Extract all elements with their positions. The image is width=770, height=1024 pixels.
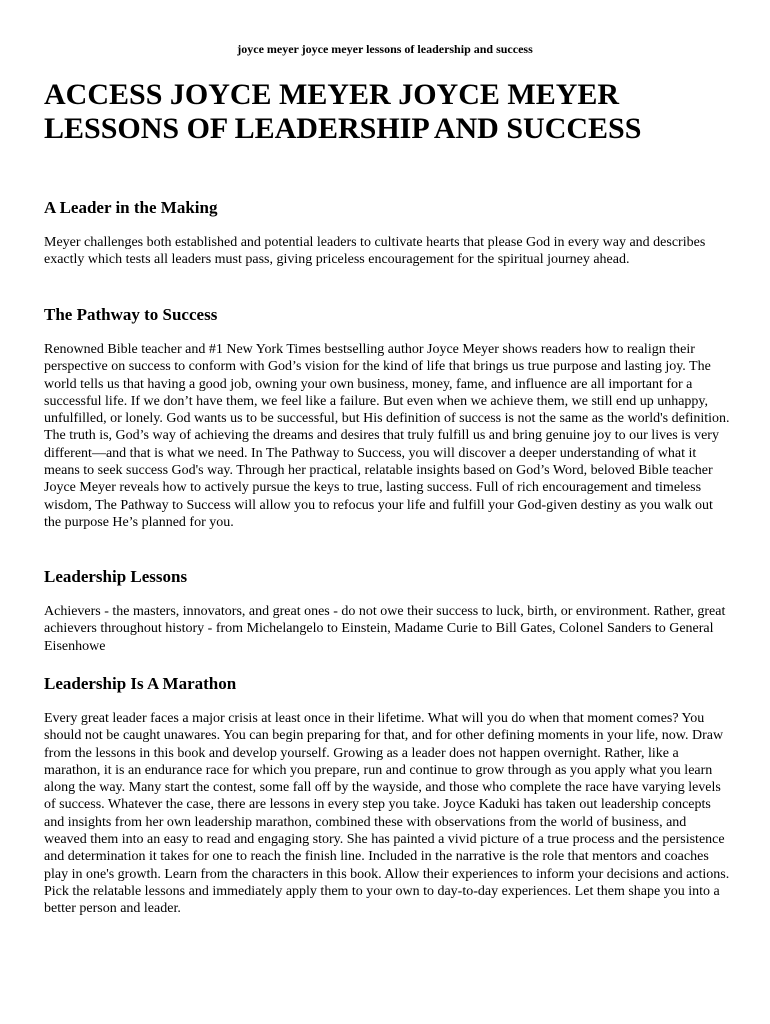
section-body: Renowned Bible teacher and #1 New York Times bestselling author Joyce Meyer shows readers how to realign their perspective on success to conform with God’s vision for the kind of life that brings us true purpose and lasting joy. The world tells us that having a good job, owning your own business, money, fame, and influence are all important for a successful life. If we don’t have them, we feel like a failure. But even when we achieve them, we still end up unhappy, unfulfilled, or lonely. God wants us to be successful, but His definition of success is not the same as the world's definition. The truth is, God’s way of achieving the dreams and desires that truly fulfill us and bring genuine joy to our lives is very different—and that is what we need. In The Pathway to Success, you will discover a deeper understanding of what it means to seek success God's way. Through her practical, relatable insights based on God’s Word, beloved Bible teacher Joyce Meyer reveals how to actively pursue the keys to true, lasting success. Full of rich encouragement and timeless wisdom, The Pathway to Success will allow you to refocus your life and fulfill your God-given destiny as you walk out the purpose He’s planned for you. (44, 342, 730, 530)
section-body: Every great leader faces a major crisis at least once in their lifetime. What will you do when that moment comes? You should not be caught unawares. You can begin preparing for that, and for other defining moments in your life, now. Draw from the lessons in this book and develop yourself. Growing as a leader does not happen overnight. Rather, like a marathon, it is an endurance race for which you prepare, run and continue to grow through as you apply what you learn along the way. Many start the contest, some fall off by the wayside, and those who complete the race have varying levels of success. Whatever the case, there are lessons in every step you take. Joyce Kaduki has taken out leadership concepts and insights from her own leadership marathon, combined these with observations from the world of business, and weaved them into an easy to read and engaging story. She has painted a vivid picture of a true process and the persistence and determination it takes for one to reach the finish line. Included in the narrative is the role that mentors and coaches play in one's growth. Learn from the characters in this book. Allow their experiences to inform your decisions and actions. Pick the relatable lessons and immediately apply them to your own to day-to-day experiences. Let them shape you into a better person and leader. (44, 711, 730, 917)
section-leadership-is-a-marathon (44, 674, 732, 918)
section-the-pathway-to-success (44, 305, 732, 531)
section-body: Achievers - the masters, innovators, and great ones - do not owe their success to luck, birth, or environment. Rather, great achievers throughout history - from Michelangelo to Einstein, Madame Curie to Bill Gates, Colonel Sanders to General Eisenhowe (44, 604, 726, 654)
section-leadership-lessons (44, 567, 732, 655)
section-a-leader-in-the-making (44, 198, 732, 269)
section-heading: Leadership Lessons (44, 567, 188, 586)
page-title: ACCESS JOYCE MEYER JOYCE MEYER LESSONS OF LEADERSHIP AND SUCCESS (44, 78, 642, 145)
section-body: Meyer challenges both established and potential leaders to cultivate hearts that please God in every way and describes exactly which tests all leaders must pass, giving priceless encouragement for the spiritual journey ahead. (44, 235, 706, 268)
section-heading: A Leader in the Making (44, 198, 218, 217)
running-header: joyce meyer joyce meyer lessons of leadership and success (237, 42, 533, 56)
section-heading: The Pathway to Success (44, 305, 218, 324)
section-heading: Leadership Is A Marathon (44, 674, 237, 693)
